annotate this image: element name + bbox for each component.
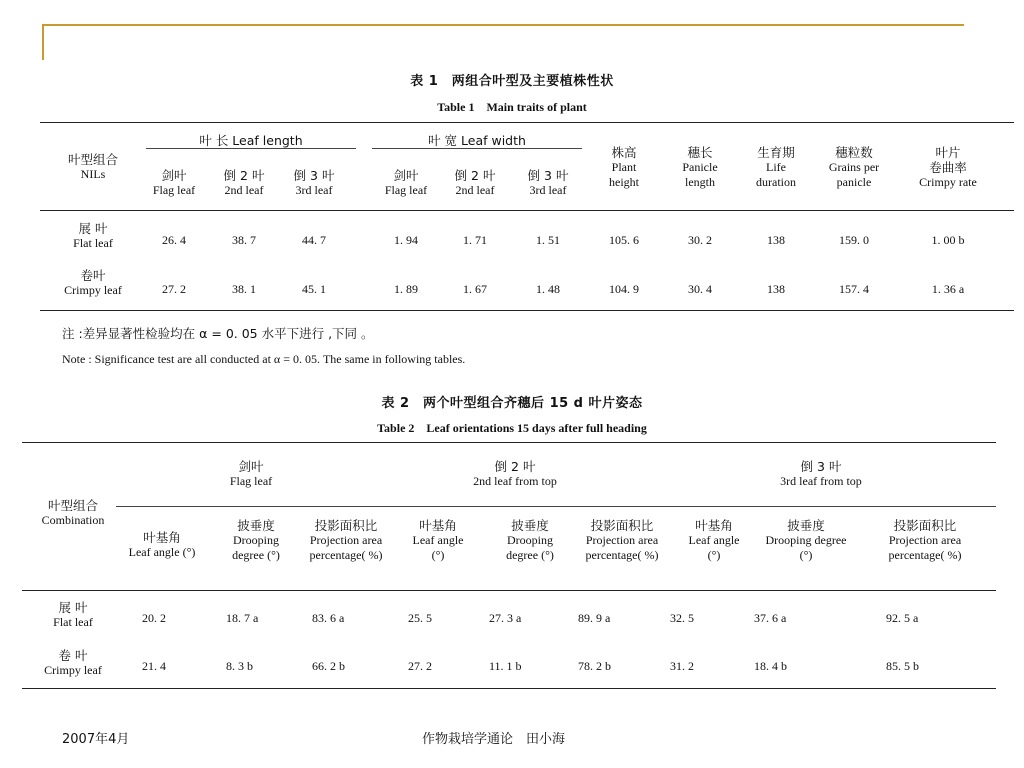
table2-col-header: 叶基角 Leaf angle (°) [412, 518, 464, 562]
table2-col-header: 投影面积比 Projection area percentage( %) [309, 518, 383, 562]
table2-cell: 31. 2 [670, 659, 694, 673]
table1-cell: 45. 1 [302, 282, 326, 296]
table1-cell: 1. 94 [394, 233, 418, 247]
footer-course: 作物栽培学通论 田小海 [422, 732, 566, 747]
table2-col-header: 披垂度 Drooping degree (°) [765, 518, 847, 562]
table1-col-header: 穗长 Panicle length [682, 145, 718, 189]
table1-col-header: 倒 3 叶 3rd leaf [293, 168, 335, 197]
decorative-left-rule [42, 24, 44, 60]
table2-cell: 66. 2 b [312, 659, 345, 673]
table2-cell: 27. 2 [408, 659, 432, 673]
table2-cell: 83. 6 a [312, 611, 345, 625]
table1-group-rule [146, 148, 356, 149]
table2-cell: 18. 4 b [754, 659, 787, 673]
table1-col-header: 倒 3 叶 3rd leaf [527, 168, 569, 197]
table1-cell: 44. 7 [302, 233, 326, 247]
table1-cell: 138 [767, 233, 785, 247]
table2-group-rule [116, 506, 996, 507]
table1-group-rule [372, 148, 582, 149]
table1-note-en: Note : Significance test are all conducted at α = 0. 05. The same in following tables. [62, 352, 466, 366]
table2-cell: 92. 5 a [886, 611, 919, 625]
table1-cell: 30. 2 [688, 233, 712, 247]
table2-col-header: 披垂度 Drooping degree (°) [232, 518, 280, 562]
table2-col-header: 叶基角 Leaf angle (°) [128, 530, 196, 559]
table2-bottom-rule [22, 688, 996, 689]
table1-note-cn: 注 :差异显著性检验均在 α = 0. 05 水平下进行 ,下同 。 [62, 326, 374, 341]
table1-cell: 38. 1 [232, 282, 256, 296]
table1-row-label: 卷叶 Crimpy leaf [64, 268, 122, 297]
table2-cell: 78. 2 b [578, 659, 611, 673]
table1-cell: 157. 4 [839, 282, 869, 296]
table2-row-label: 卷 叶 Crimpy leaf [44, 648, 102, 677]
table1-col-header: 倒 2 叶 2nd leaf [454, 168, 496, 197]
table1-cell: 159. 0 [839, 233, 869, 247]
table1-cell: 1. 48 [536, 282, 560, 296]
table1-cell: 26. 4 [162, 233, 186, 247]
table2-top-rule [22, 442, 996, 443]
table2-row-label: 展 叶 Flat leaf [53, 600, 93, 629]
table1-col-header: 生育期 Life duration [756, 145, 796, 189]
table1-title-cn: 表 1 两组合叶型及主要植株性状 [410, 74, 614, 89]
table2-cell: 21. 4 [142, 659, 166, 673]
table2-group-header: 倒 2 叶 2nd leaf from top [473, 459, 557, 488]
table2-row-header: 叶型组合 Combination [41, 498, 105, 527]
table1-cell: 138 [767, 282, 785, 296]
table2-cell: 18. 7 a [226, 611, 259, 625]
table2-cell: 32. 5 [670, 611, 694, 625]
table2-cell: 27. 3 a [489, 611, 522, 625]
table2-col-header: 叶基角 Leaf angle (°) [688, 518, 740, 562]
table1-col-header: 穗粒数 Grains per panicle [828, 145, 880, 189]
table2-cell: 20. 2 [142, 611, 166, 625]
table2-col-header: 披垂度 Drooping degree (°) [506, 518, 554, 562]
table2-cell: 25. 5 [408, 611, 432, 625]
table1-group-leaf-width: 叶 宽 Leaf width [428, 133, 526, 148]
table2-title-en: Table 2 Leaf orientations 15 days after full heading [377, 421, 647, 435]
table1-row-header: 叶型组合 NILs [67, 152, 118, 181]
table1-col-header: 叶片 卷曲率 Crimpy rate [919, 145, 977, 189]
table1-cell: 1. 00 b [931, 233, 965, 247]
table1-col-header: 株高 Plant height [609, 145, 639, 189]
table1-header-rule [40, 210, 1014, 211]
table2-cell: 37. 6 a [754, 611, 787, 625]
table1-title-en: Table 1 Main traits of plant [437, 100, 587, 114]
table1-cell: 30. 4 [688, 282, 712, 296]
table1-top-rule [40, 122, 1014, 123]
table1-cell: 27. 2 [162, 282, 186, 296]
table2-cell: 8. 3 b [226, 659, 253, 673]
table2-cell: 89. 9 a [578, 611, 611, 625]
table1-group-leaf-length: 叶 长 Leaf length [199, 133, 303, 148]
table1-cell: 38. 7 [232, 233, 256, 247]
table1-col-header: 倒 2 叶 2nd leaf [223, 168, 265, 197]
table1-col-header: 剑叶 Flag leaf [152, 168, 196, 197]
table1-cell: 104. 9 [609, 282, 639, 296]
table2-cell: 11. 1 b [489, 659, 522, 673]
table2-header-rule [22, 590, 996, 591]
decorative-top-rule [42, 24, 964, 26]
footer-date: 2007年4月 [62, 732, 130, 747]
table2-col-header: 投影面积比 Projection area percentage( %) [888, 518, 962, 562]
table1-cell: 105. 6 [609, 233, 639, 247]
table1-cell: 1. 71 [463, 233, 487, 247]
table1-cell: 1. 67 [463, 282, 487, 296]
table1-cell: 1. 36 a [931, 282, 965, 296]
table2-group-header: 剑叶 Flag leaf [229, 459, 273, 488]
table1-col-header: 剑叶 Flag leaf [384, 168, 428, 197]
table2-title-cn: 表 2 两个叶型组合齐穗后 15 d 叶片姿态 [381, 396, 643, 411]
table1-bottom-rule [40, 310, 1014, 311]
table1-cell: 1. 89 [394, 282, 418, 296]
table1-row-label: 展 叶 Flat leaf [73, 221, 113, 250]
table2-group-header: 倒 3 叶 3rd leaf from top [780, 459, 862, 488]
table2-col-header: 投影面积比 Projection area percentage( %) [585, 518, 659, 562]
table1-cell: 1. 51 [536, 233, 560, 247]
table2-cell: 85. 5 b [886, 659, 919, 673]
